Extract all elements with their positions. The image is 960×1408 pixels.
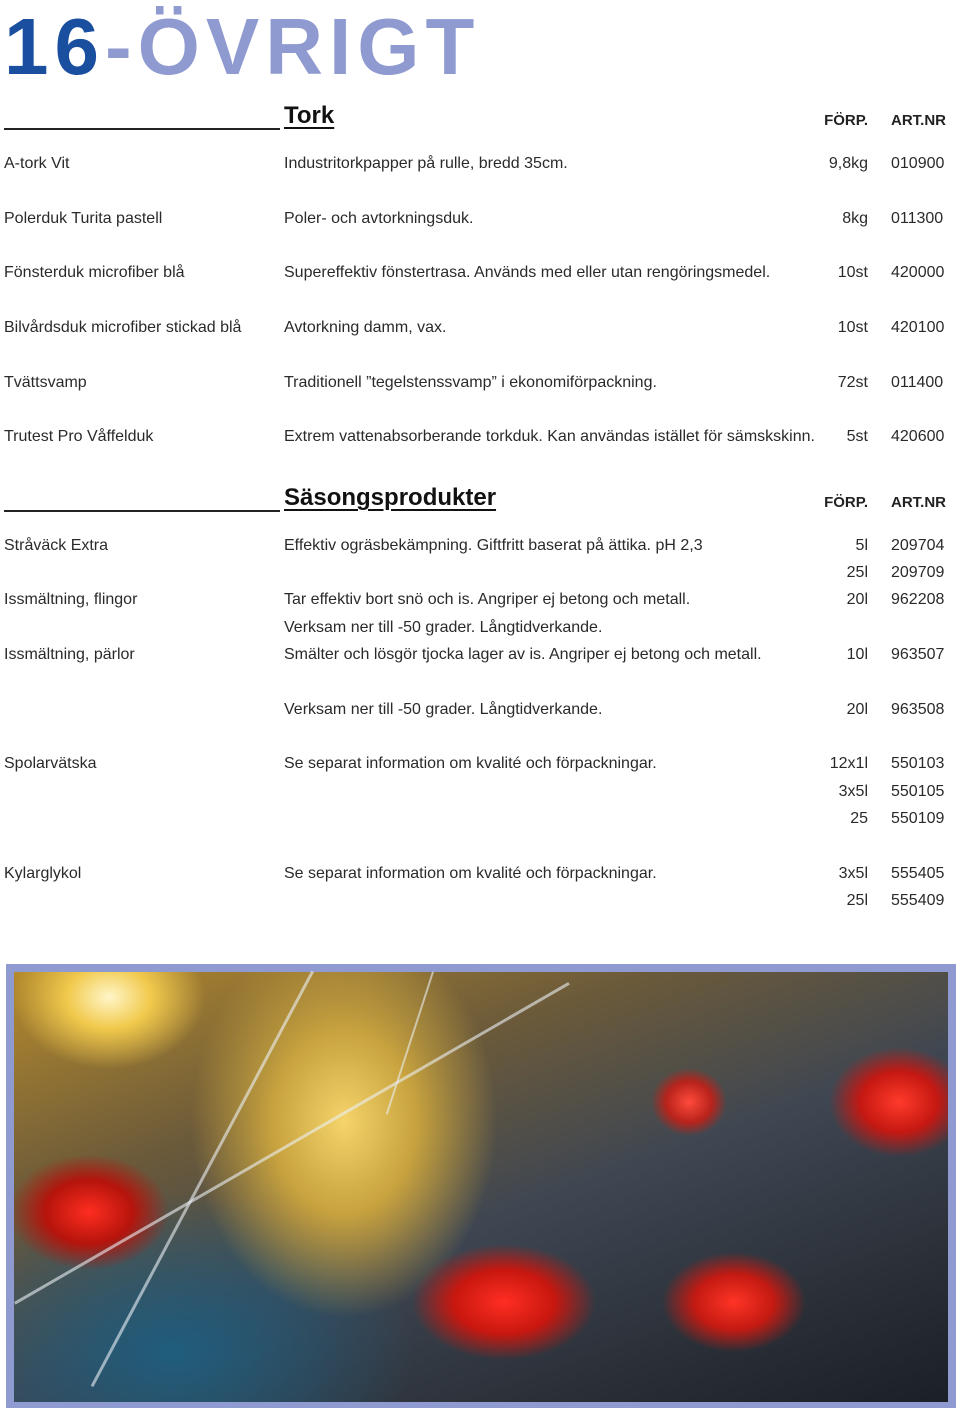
photo-frame xyxy=(6,964,956,1408)
product-pack: 10st xyxy=(837,264,868,281)
product-row xyxy=(0,619,960,643)
product-name: Issmältning, pärlor xyxy=(4,646,135,663)
product-name: Trutest Pro Våffelduk xyxy=(4,428,154,445)
product-art-number: 963508 xyxy=(891,701,945,718)
product-pack: 5st xyxy=(846,428,868,445)
product-row xyxy=(0,892,960,916)
product-art-number: 209709 xyxy=(891,564,945,581)
product-description: Tar effektiv bort snö och is. Angriper ej betong och metall. xyxy=(284,591,691,608)
product-art-number: 420000 xyxy=(891,264,945,281)
product-description: Se separat information om kvalité och förpackningar. xyxy=(284,865,657,882)
section-rule xyxy=(4,128,280,130)
product-pack: 72st xyxy=(837,374,868,391)
product-row xyxy=(0,564,960,588)
product-description: Poler- och avtorkningsduk. xyxy=(284,210,474,227)
product-art-number: 550105 xyxy=(891,783,945,800)
product-art-number: 555405 xyxy=(891,865,945,882)
product-art-number: 420100 xyxy=(891,319,945,336)
page-title-text: -ÖVRIGT xyxy=(104,2,481,91)
product-name: Stråväck Extra xyxy=(4,537,109,554)
product-pack: 25l xyxy=(846,564,868,581)
product-description: Verksam ner till -50 grader. Långtidverkande. xyxy=(284,701,603,718)
product-description: Smälter och lösgör tjocka lager av is. Angriper ej betong och metall. xyxy=(284,646,762,663)
product-art-number: 550109 xyxy=(891,810,945,827)
product-pack: 10st xyxy=(837,319,868,336)
product-art-number: 209704 xyxy=(891,537,945,554)
column-header-pack: FÖRP. xyxy=(824,494,868,511)
product-row xyxy=(0,537,960,561)
product-pack: 12x1l xyxy=(829,755,868,772)
product-art-number: 555409 xyxy=(891,892,945,909)
product-name: Spolarvätska xyxy=(4,755,97,772)
product-art-number: 011400 xyxy=(891,374,944,391)
product-pack: 10l xyxy=(846,646,868,663)
product-pack: 25 xyxy=(850,810,868,827)
product-name: Bilvårdsduk microfiber stickad blå xyxy=(4,319,242,336)
product-name: Kylarglykol xyxy=(4,865,82,882)
product-pack: 20l xyxy=(846,591,868,608)
product-description: Avtorkning damm, vax. xyxy=(284,319,447,336)
product-description: Traditionell ”tegelstenssvamp” i ekonomiförpackning. xyxy=(284,374,657,391)
product-art-number: 010900 xyxy=(891,155,945,172)
product-name: Issmältning, flingor xyxy=(4,591,138,608)
water-spray xyxy=(386,971,434,1114)
product-description: Supereffektiv fönstertrasa. Används med eller utan rengöringsmedel. xyxy=(284,264,771,281)
column-header-art: ART.NR xyxy=(891,494,946,511)
product-pack: 5l xyxy=(855,537,868,554)
column-header-art: ART.NR xyxy=(891,112,946,129)
section-title-tork: Tork xyxy=(284,102,335,129)
product-row xyxy=(0,810,960,834)
product-pack: 3x5l xyxy=(838,783,868,800)
product-art-number: 420600 xyxy=(891,428,945,445)
product-row xyxy=(0,210,960,234)
product-art-number: 962208 xyxy=(891,591,945,608)
product-description: Se separat information om kvalité och förpackningar. xyxy=(284,755,657,772)
product-row xyxy=(0,155,960,179)
page-title xyxy=(4,2,480,92)
product-description: Effektiv ogräsbekämpning. Giftfritt baserat på ättika. pH 2,3 xyxy=(284,537,703,554)
page-title-number: 16 xyxy=(4,2,105,91)
product-name: Polerduk Turita pastell xyxy=(4,210,163,227)
product-art-number: 963507 xyxy=(891,646,945,663)
product-row xyxy=(0,701,960,725)
product-row xyxy=(0,591,960,615)
product-description: Extrem vattenabsorberande torkduk. Kan användas istället för sämskskinn. xyxy=(284,428,815,445)
product-description: Verksam ner till -50 grader. Långtidverkande. xyxy=(284,619,603,636)
product-pack: 3x5l xyxy=(838,865,868,882)
column-header-pack: FÖRP. xyxy=(824,112,868,129)
section-header-sasong xyxy=(0,482,960,522)
product-pack: 20l xyxy=(846,701,868,718)
section-title-sasong: Säsongsprodukter xyxy=(284,484,497,511)
product-art-number: 550103 xyxy=(891,755,945,772)
product-row xyxy=(0,865,960,889)
wiper-streak xyxy=(91,971,314,1387)
product-row xyxy=(0,319,960,343)
windshield-photo xyxy=(14,972,948,1402)
product-row xyxy=(0,755,960,779)
section-header-tork xyxy=(0,100,960,140)
product-name: Tvättsvamp xyxy=(4,374,87,391)
product-row xyxy=(0,428,960,452)
product-row xyxy=(0,264,960,288)
product-pack: 8kg xyxy=(842,210,868,227)
product-pack: 9,8kg xyxy=(828,155,868,172)
section-rule xyxy=(4,510,280,512)
product-name: Fönsterduk microfiber blå xyxy=(4,264,185,281)
product-pack: 25l xyxy=(846,892,868,909)
product-row xyxy=(0,374,960,398)
product-row xyxy=(0,783,960,807)
product-art-number: 011300 xyxy=(891,210,944,227)
product-row xyxy=(0,646,960,670)
wiper-streak xyxy=(14,982,570,1305)
product-description: Industritorkpapper på rulle, bredd 35cm. xyxy=(284,155,568,172)
product-name: A-tork Vit xyxy=(4,155,70,172)
